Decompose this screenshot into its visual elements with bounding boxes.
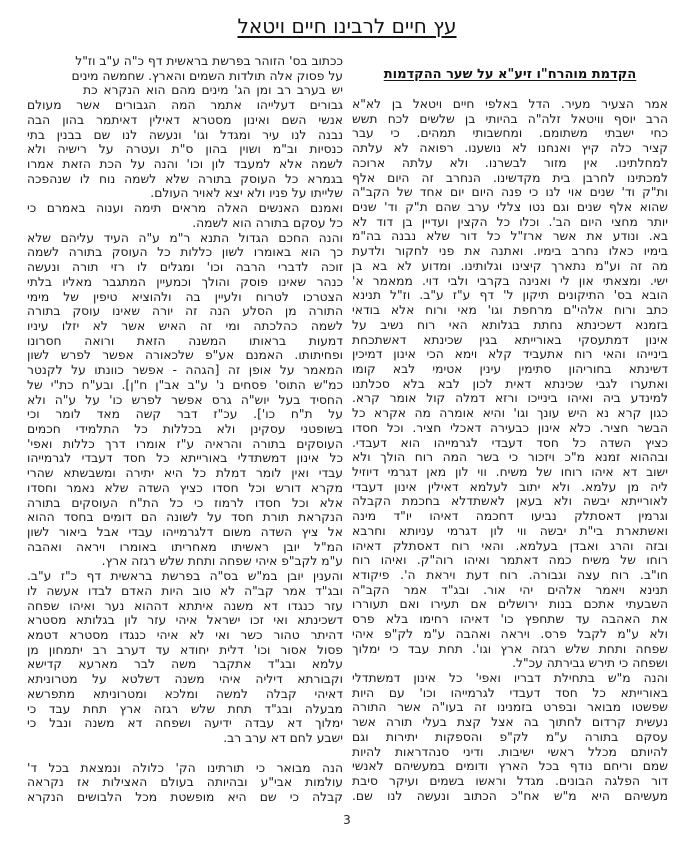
text-line: בשופטני עסקינן ולא בכללות כל התלמידי חכמים — [27, 421, 343, 436]
text-line: שהוא אלף שנים וגם נטו צללי ערב שהם ת"ק וד' שנים — [352, 200, 668, 215]
text-line: פסול אסור וכו' דלית יחודא עד דערב רב יתמחון מן — [27, 642, 343, 657]
text-line: כציץ השדה כל חסד דעבדי לגרמייהו הוא דעבדי. — [352, 435, 668, 450]
text-line: הבשר חציר. כלא אינון כבעירה דאכלי חציר. וכל חסדו — [352, 420, 668, 435]
text-line: השבעתי אתכם בנות ירושלים אם תעירו ואם תעוררו — [352, 597, 668, 612]
text-line: לשמה אלא למעבד לון וכו' והנה על הכת הזאת אמרו — [27, 157, 343, 172]
text-line: בגמרא כל העוסק בתורה שלא לשמה נוח לו שנהפכה — [27, 171, 343, 186]
text-line: ישי. ומצאתי און לי ואנינה בקרבי ולבי דוי. ממאמר א' — [352, 273, 668, 288]
paragraph — [352, 671, 668, 803]
text-line: המאמר על אופן זה [הגהה - אפשר כוונתו על לקנטר — [27, 363, 343, 378]
text-line: הנקראת תורת חסד על לשונה הם דומים בחסד ההוא — [27, 510, 343, 525]
text-line: עסקם בתורה ע"מ לק"פ והספקות יתירות וגם — [352, 729, 668, 744]
text-line: דהיתר טהור כשר ואי לא איהי כנגדו מסטרא דטמא — [27, 628, 343, 643]
text-line: גבורים דעלייהו אתמר המה הגבורים אשר מעולם — [27, 98, 343, 113]
paragraph — [27, 201, 343, 230]
text-line: אל ציץ השדה משום דלגרמייהו עבדי אבל ביאור לשון — [27, 525, 343, 539]
paragraph — [27, 54, 343, 201]
text-line: עזר כנגדו דא משנה איתתא דההוא נער ואיהו שפחה — [27, 598, 343, 613]
text-line: את האהבה עד שתחפץ כו' דאיהו רחימו בלא פרס — [352, 612, 668, 627]
text-line: הרב יוסף וויטאל זלה"ה בהיותי בן שלשים לכח תשש — [352, 111, 668, 126]
text-line: וקבורתא דיליה איהי משנה דשלטא על מטרוניתא — [27, 672, 343, 687]
text-line: אלא וכל חסדו לרמוז כי כל הת"ח העוסקים בתורה — [27, 495, 343, 510]
text-line: עלמא ובג"ד אתקבר משה לבר מארעא קדישא — [27, 657, 343, 672]
text-line: והענין יובן במ"ש בס"ה בפרשת בראשית דף כ"ז ע"ב. — [27, 569, 343, 584]
text-line: המ"ל יובן ראשיתו מאחריתו באומרו ויראה ואהבה — [27, 539, 343, 554]
text-line: אמר הצעיר מעיר. הדל באלפי חיים ויטאל בן לא"א — [352, 97, 668, 111]
text-line: כך הוא באומרו לשון כללות כל העוסק בתורה לשמה — [27, 245, 343, 260]
text-line: כמ"ש התוס' פסחים נ' ע"ב אב"ן ח"ן]. ובע"ח כת"י של — [27, 377, 343, 392]
text-line: ופחיתותו. האמנם אע"פ שלכאורה אפשר לפרש לשון — [27, 348, 343, 363]
text-line: יש בערב רב ומן הג' מינים מהם הוא הנקרא כת — [83, 83, 343, 98]
text-line: למחלתינו. אין מזור לבשרנו. ולא עלתה ארוכה — [352, 155, 668, 170]
right-column — [352, 67, 668, 804]
text-line: להיותם מכלל ראשי ישיבות. ודיני סנהדראות להיות — [352, 744, 668, 759]
text-line: ות"ק וד' שנים אוי לנו כי פנה היום יום אחד של הקב"ה — [352, 185, 668, 200]
text-line: נעשית קרדום לחתוך בה אצל קצת בעלי תורה אשר — [352, 715, 668, 730]
text-line: והנה החכם הגדול התנא ר"מ ע"ה העיד עליהם שלא — [27, 230, 343, 245]
text-line: על פסוק אלה תולדות השמים והארץ. שחמשה מינים — [71, 68, 343, 83]
text-line: אנשי השם ואינון מסטרא דאילין דאיתמר בהון הבה — [27, 112, 343, 127]
text-line: דשינתא בחוריהון סתימין עינין אטימי לבא קומו — [352, 361, 668, 376]
text-line: חו"ב. רוח עצה וגבורה. רוח דעת ויראת ה'. פיקודא — [352, 568, 668, 582]
text-line: כתב ורוח אלהי"ם מרחפת וגו' מאי ורוח אלא בודאי — [352, 303, 668, 318]
text-line: ע"מ לקב"פ איהי שפחה ותחת שלש רגזה ארץ. — [101, 554, 343, 569]
text-line: למינדע ביה ואיהו בינייכו ורזא דמלה קול אומר קרא. — [352, 391, 668, 406]
page-number: 3 — [343, 813, 351, 827]
text-line: עולמות אבי"ע ובהיותה בעולם האצילות אז נקראה — [27, 775, 343, 790]
text-line: מה זה וע"מ נתארך קיצינו וגלותינו. ומדוע לא בא בן — [352, 258, 668, 273]
text-line: ואמנם האנשים האלה מראים תימה וענוה באמרם כי — [27, 201, 343, 216]
text-line: ליה מן עלמא. ולא יתוב לעלמא דאילין אינון דעבדי — [352, 479, 668, 494]
text-line: ובזה והרג ואבדן בעלמא. והאי רוח דאסתלק דאיהו — [352, 538, 668, 553]
text-line: ולא ע"מ לקבל פרס. ויראה ואהבה ע"מ לק"פ איהי — [352, 626, 668, 641]
text-line: על ת"ח כו']. עכ"ז דבר קשה מאד לומר וכי — [27, 407, 343, 422]
text-line: לשמה כהלכתה ומי זה האיש אשר לא יזלו עיניו — [27, 318, 343, 333]
text-line: לאורייתא יבשה ולא בעאן לאשתדלא בחכמת הקבלה — [352, 494, 668, 509]
text-line: שפחה ותחת שלש רגזה ארץ וגו'. תחת עבד כי ימלוך — [352, 641, 668, 656]
text-line: בזמנא דשכינתא נחתת בגלותא האי רוח נשיב על — [352, 317, 668, 332]
text-line: כנהר שאינו פוסק והולך וכמעיין המתגבר מאליו בלתי — [27, 274, 343, 289]
text-line: שמם וריחם נודף בכל הארץ ודומים במעשיהם לאנשי — [352, 759, 668, 774]
right-column-body — [352, 97, 668, 804]
text-line: ובג"ד אמר קב"ה לא טוב היות האדם לבדו אעשה לו — [27, 583, 343, 598]
text-line: יותר מחצי היום הב'. וכלו כל הקצין ועדיין בן דוד לא — [352, 214, 668, 229]
paragraph — [27, 569, 343, 746]
text-line: כל אינון דמשתדלי באורייתא כל חסד דעבדי לגרמייהו — [27, 451, 343, 466]
text-line: מקרא דורש וכל חסדו כציץ השדה שלא נאמר וחסדו — [27, 480, 343, 495]
text-line: ואתערו לגבי שכינתא דאית לכון לבא בלא סכלתנו — [352, 376, 668, 391]
left-column — [27, 54, 343, 805]
text-line: בא. ונודע את אשר ארז"ל כל דור שלא נבנה בה"מ — [352, 229, 668, 244]
text-line: כל עסקם בתורה הוא לשמה. — [192, 215, 343, 230]
text-line: דמעות בראותו המשנה הזאת ורואה חסרונו — [27, 333, 343, 348]
paragraph — [27, 761, 343, 805]
text-line: ובההוא זמנא מ"כ ויזכור כי בשר המה רוח הולך ולא — [352, 450, 668, 465]
text-line: באורייתא כל חסד דעבדי לגרמייהו וכו' עם היות — [352, 685, 668, 700]
text-line: קבלה כי שם היא מופשטת מכל הלבושים הנקרא — [27, 789, 343, 804]
paragraph — [27, 231, 343, 570]
text-line: כחי ישבתי משתומם. ומחשבותי תמהים. כי עבר — [352, 126, 668, 141]
text-line: שלייתו על פניו ולא יצא לאויר העולם. — [150, 186, 343, 201]
text-line: זוכה לדברי הרבה וכו' ומגלים לו רזי תורה ונעשה — [27, 260, 343, 275]
text-line: וגרמין דאסתלק נביעו דחכמה דאיהו יו"ד מינה — [352, 509, 668, 524]
text-line: ישוב דא איהו רוחו של משיח. ווי לון מאן דגרמי דיוזיל — [352, 464, 668, 479]
paragraph — [352, 97, 668, 671]
text-line: העוסקים בתורה והראיה ע"ז אומרו דרך כללות ואפי' — [27, 436, 343, 451]
text-line: דשכינתא ואי זכו ישראל איהי עזר לון בגלותא מסטרא — [27, 613, 343, 628]
text-line: תנינא ויאמר אלהים יהי אור. ובג"ד אמר הקב"ה — [352, 582, 668, 597]
text-line: בינייהו והאי רוח אתעביד קלא וימא הכי אינון דמיכין — [352, 347, 668, 362]
text-line: והנה מ"ש בתחילת דבריו ואפי' כל אינון דמשתדלי — [352, 671, 668, 686]
text-line: עבדי ואין לומר דמלת כל היא יתירה ומשבשתא שהרי — [27, 466, 343, 481]
text-line: כגון קרא נא היש עונך וגו' והיא אומרה מה אקרא כל — [352, 406, 668, 421]
text-line: רוחו של משיח כמה דאתמר ואיהו רוה"ק. ואיהו רוח — [352, 553, 668, 568]
page-title: עץ חיים לרבינו חיים ויטאל — [237, 14, 457, 38]
text-line: מבעלה ובג"ד תחת שלש רגזה ארץ תחת עבד כי — [27, 701, 343, 716]
text-line: ימלוך דא עבדה ידיעה ושפחה דא משנה ונבל כי — [27, 716, 343, 731]
text-line: החסיד בעל יוש"ה גרס אפשר לפרש כו' על ע"ה ולא — [27, 392, 343, 407]
text-line: למכתינו לחרבן בית מקדשינו. הנחרב זה היום אלף — [352, 170, 668, 185]
text-line: הנה מבואר כי תורתינו הק' כלולה ונמצאת בכל ד' — [27, 760, 343, 775]
text-line: נבנה לנו עיר ומגדל וגו' ונעשה לנו שם בבנין בתי — [27, 127, 343, 142]
text-line: מעשיהם היא מ"ש אח"כ הכתוב ונעשה לנו שם. — [352, 788, 668, 803]
text-line: ככתוב בס' הזוהר בפרשת בראשית דף כ"ה ע"ב וז"ל — [75, 54, 343, 68]
text-line: התורה מן הסלע הנה זה יורה שאינו עוסק בתורה — [27, 304, 343, 319]
text-line: דור הפלגה הבונים. מגדל וראשו בשמים ועיקר סיבת — [352, 774, 668, 789]
section-header: הקדמת מוהרח"ו זיע"א על שער ההקדמות — [383, 67, 637, 82]
text-line: קציר כלה קיץ ואנחנו לא נושענו. רפואה לא עלתה — [352, 141, 668, 156]
text-line: הובא בס' התיקונים תיקון ל' דף ע"ז ע"ב. וז"ל תנינא — [352, 288, 668, 303]
text-line: ואשתארת בי"ת יבשה ווי לון דגרמי עניותא וחרבא — [352, 523, 668, 538]
text-line: אינון דמתעסקי באורייתא בגין שכינתא דאשתכחת — [352, 332, 668, 347]
text-line: שפשטו מבואר ובפרט בזמנינו זה בעו"ה אשר התורה — [352, 700, 668, 715]
text-line: ישבע לחם דא ערב רב. — [223, 731, 343, 746]
text-line: ושפחה כי תירש גבירתה עכ"ל. — [512, 656, 668, 671]
text-line: כנסיות וב"מ ושוין בהון ס"ת ועטרה על רישיה ולא — [27, 142, 343, 157]
text-line: דאיהי קבלה למשה ומלכא ומטרוניתא מתפרשא — [27, 686, 343, 701]
text-line: הצטרכו לטרוח ולעיין בה ולהוציא טיפין של מימי — [27, 289, 343, 304]
text-line: בימיו כאלו נחרב בימיו. ואתנה את פני לחקור ולדעת — [352, 244, 668, 259]
